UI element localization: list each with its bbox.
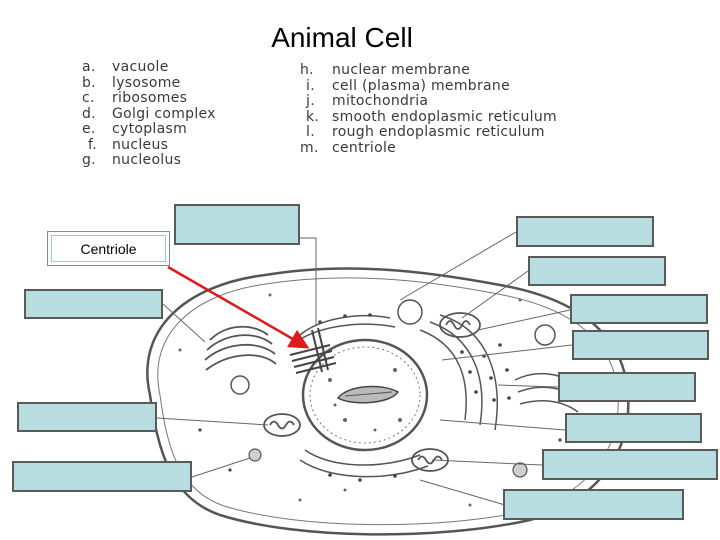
label-box-blank[interactable] (17, 402, 157, 432)
label-box-blank[interactable] (558, 372, 696, 402)
nucleolus (338, 386, 398, 402)
legend-item: j. mitochondria (306, 93, 429, 109)
centriole-arrow (168, 267, 305, 346)
legend-item: b. lysosome (82, 74, 181, 91)
label-box-blank[interactable] (542, 449, 718, 480)
golgi-complex (205, 327, 276, 370)
legend-item: l. rough endoplasmic reticulum (306, 124, 545, 140)
label-box-blank[interactable] (572, 330, 709, 360)
legend-item: g. nucleolus (82, 152, 182, 168)
diagram-title: Animal Cell (271, 22, 413, 53)
legend-item: d. Golgi complex (82, 105, 216, 122)
label-box-blank[interactable] (12, 461, 192, 492)
legend-item: c. ribosomes (82, 90, 188, 106)
label-box-centriole (47, 231, 170, 266)
leader-lines (157, 232, 572, 505)
label-box-blank[interactable] (516, 216, 654, 247)
legend-item: f. nucleus (88, 136, 169, 153)
label-box-blank[interactable] (570, 294, 708, 324)
label-centriole-text: Centriole (80, 240, 137, 257)
label-box-blank[interactable] (503, 489, 684, 520)
label-box-blank[interactable] (24, 289, 163, 319)
legend-item: e. cytoplasm (82, 121, 188, 137)
legend-item: m. centriole (300, 139, 397, 156)
legend-item: i. cell (plasma) membrane (306, 77, 510, 94)
label-box-blank[interactable] (565, 413, 702, 443)
label-box-blank[interactable] (528, 256, 666, 286)
legend-item: h. nuclear membrane (300, 62, 471, 78)
legend-item: k. smooth endoplasmic reticulum (306, 108, 557, 125)
label-box-blank[interactable] (174, 204, 300, 245)
legend-item: a. vacuole (82, 59, 169, 75)
